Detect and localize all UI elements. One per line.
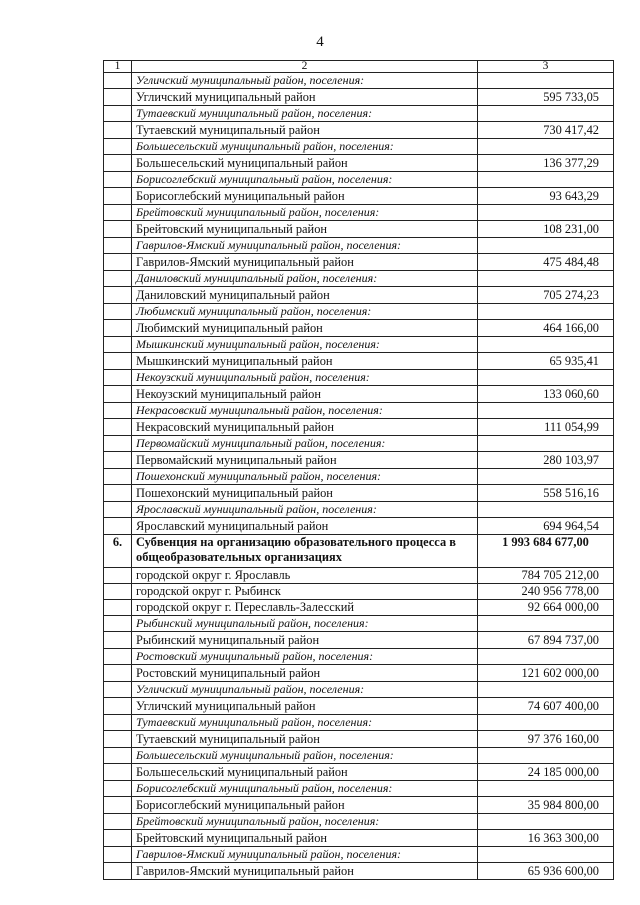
group-header-row: [104, 238, 614, 254]
row-number-cell: [104, 337, 132, 353]
name-cell: Субвенция на организацию образовательного процесса в общеобразовательных организациях: [132, 535, 478, 568]
table-row: [104, 386, 614, 403]
row-number-cell: 6.: [104, 535, 132, 568]
name-cell: городской округ г. Ярославль: [132, 568, 478, 584]
amount-cell: [478, 502, 614, 518]
amount-cell: [478, 271, 614, 287]
amount-cell: 93 643,29: [478, 188, 614, 205]
row-number-cell: [104, 469, 132, 485]
row-number-cell: [104, 386, 132, 403]
row-number-cell: [104, 139, 132, 155]
table-row: [104, 863, 614, 880]
row-number-cell: [104, 485, 132, 502]
group-name-cell: Брейтовский муниципальный район, поселения:: [132, 814, 478, 830]
amount-cell: 111 054,99: [478, 419, 614, 436]
group-name-cell: Рыбинский муниципальный район, поселения:: [132, 616, 478, 632]
amount-cell: [478, 205, 614, 221]
row-number-cell: [104, 584, 132, 600]
row-number-cell: [104, 814, 132, 830]
group-header-row: [104, 469, 614, 485]
table-row: [104, 600, 614, 616]
row-number-cell: [104, 353, 132, 370]
table-row: [104, 419, 614, 436]
amount-cell: [478, 106, 614, 122]
table-row: [104, 764, 614, 781]
group-name-cell: Некоузский муниципальный район, поселения:: [132, 370, 478, 386]
amount-cell: 464 166,00: [478, 320, 614, 337]
group-name-cell: Брейтовский муниципальный район, поселения:: [132, 205, 478, 221]
row-number-cell: [104, 518, 132, 535]
group-name-cell: Тутаевский муниципальный район, поселения:: [132, 715, 478, 731]
group-header-row: [104, 781, 614, 797]
group-header-row: [104, 649, 614, 665]
row-number-cell: [104, 419, 132, 436]
row-number-cell: [104, 271, 132, 287]
name-cell: Борисоглебский муниципальный район: [132, 188, 478, 205]
amount-cell: [478, 748, 614, 764]
row-number-cell: [104, 649, 132, 665]
name-cell: Некоузский муниципальный район: [132, 386, 478, 403]
group-name-cell: Любимский муниципальный район, поселения:: [132, 304, 478, 320]
amount-cell: [478, 337, 614, 353]
table-row: [104, 632, 614, 649]
table-row: [104, 89, 614, 106]
amount-cell: [478, 682, 614, 698]
group-name-cell: Тутаевский муниципальный район, поселения:: [132, 106, 478, 122]
row-number-cell: [104, 764, 132, 781]
name-cell: городской округ г. Переславль-Залесский: [132, 600, 478, 616]
table-row: [104, 797, 614, 814]
group-header-row: [104, 814, 614, 830]
group-name-cell: Первомайский муниципальный район, поселения:: [132, 436, 478, 452]
group-header-row: [104, 271, 614, 287]
row-number-cell: [104, 665, 132, 682]
group-header-row: [104, 139, 614, 155]
group-name-cell: Гаврилов-Ямский муниципальный район, поселения:: [132, 847, 478, 863]
group-name-cell: Пошехонский муниципальный район, поселения:: [132, 469, 478, 485]
table-row: [104, 254, 614, 271]
amount-cell: 280 103,97: [478, 452, 614, 469]
header-col-1: 1: [104, 61, 132, 73]
row-number-cell: [104, 436, 132, 452]
name-cell: Большесельский муниципальный район: [132, 155, 478, 172]
name-cell: Некрасовский муниципальный район: [132, 419, 478, 436]
row-number-cell: [104, 238, 132, 254]
amount-cell: [478, 73, 614, 89]
amount-cell: [478, 238, 614, 254]
amount-cell: 730 417,42: [478, 122, 614, 139]
name-cell: Рыбинский муниципальный район: [132, 632, 478, 649]
row-number-cell: [104, 73, 132, 89]
group-name-cell: Гаврилов-Ямский муниципальный район, поселения:: [132, 238, 478, 254]
amount-cell: [478, 370, 614, 386]
table-row: [104, 518, 614, 535]
group-name-cell: Угличский муниципальный район, поселения:: [132, 682, 478, 698]
amount-cell: 694 964,54: [478, 518, 614, 535]
amount-cell: [478, 172, 614, 188]
group-header-row: [104, 847, 614, 863]
row-number-cell: [104, 830, 132, 847]
name-cell: Тутаевский муниципальный район: [132, 731, 478, 748]
row-number-cell: [104, 221, 132, 238]
group-name-cell: Борисоглебский муниципальный район, поселения:: [132, 781, 478, 797]
table-row: [104, 485, 614, 502]
amount-cell: [478, 715, 614, 731]
name-cell: Брейтовский муниципальный район: [132, 221, 478, 238]
row-number-cell: [104, 698, 132, 715]
amount-cell: [478, 469, 614, 485]
amount-cell: 16 363 300,00: [478, 830, 614, 847]
group-header-row: [104, 370, 614, 386]
group-header-row: [104, 502, 614, 518]
name-cell: Борисоглебский муниципальный район: [132, 797, 478, 814]
table-row: [104, 188, 614, 205]
amount-cell: 97 376 160,00: [478, 731, 614, 748]
group-name-cell: Большесельский муниципальный район, поселения:: [132, 748, 478, 764]
budget-table: [103, 60, 614, 880]
group-header-row: [104, 106, 614, 122]
row-number-cell: [104, 568, 132, 584]
row-number-cell: [104, 89, 132, 106]
row-number-cell: [104, 715, 132, 731]
row-number-cell: [104, 205, 132, 221]
row-number-cell: [104, 304, 132, 320]
name-cell: Пошехонский муниципальный район: [132, 485, 478, 502]
row-number-cell: [104, 122, 132, 139]
row-number-cell: [104, 172, 132, 188]
name-cell: Мышкинский муниципальный район: [132, 353, 478, 370]
table-row: [104, 665, 614, 682]
table-row: [104, 287, 614, 304]
amount-cell: [478, 304, 614, 320]
group-name-cell: Даниловский муниципальный район, поселения:: [132, 271, 478, 287]
amount-cell: [478, 847, 614, 863]
amount-cell: 595 733,05: [478, 89, 614, 106]
group-header-row: [104, 436, 614, 452]
group-header-row: [104, 337, 614, 353]
row-number-cell: [104, 632, 132, 649]
row-number-cell: [104, 797, 132, 814]
amount-cell: 475 484,48: [478, 254, 614, 271]
group-header-row: [104, 205, 614, 221]
name-cell: Гаврилов-Ямский муниципальный район: [132, 254, 478, 271]
row-number-cell: [104, 748, 132, 764]
amount-cell: 784 705 212,00: [478, 568, 614, 584]
row-number-cell: [104, 370, 132, 386]
row-number-cell: [104, 155, 132, 172]
section-row: [104, 535, 614, 568]
amount-cell: 133 060,60: [478, 386, 614, 403]
name-cell: Ярославский муниципальный район: [132, 518, 478, 535]
budget-table-body: [104, 61, 614, 880]
name-cell: Первомайский муниципальный район: [132, 452, 478, 469]
amount-cell: 24 185 000,00: [478, 764, 614, 781]
amount-cell: [478, 814, 614, 830]
amount-cell: [478, 649, 614, 665]
page-number: 4: [316, 34, 324, 50]
group-header-row: [104, 715, 614, 731]
table-header-row: [104, 61, 614, 73]
group-header-row: [104, 304, 614, 320]
group-header-row: [104, 73, 614, 89]
row-number-cell: [104, 781, 132, 797]
amount-cell: 558 516,16: [478, 485, 614, 502]
name-cell: Брейтовский муниципальный район: [132, 830, 478, 847]
row-number-cell: [104, 863, 132, 880]
amount-cell: 705 274,23: [478, 287, 614, 304]
table-row: [104, 122, 614, 139]
amount-cell: 121 602 000,00: [478, 665, 614, 682]
group-header-row: [104, 403, 614, 419]
name-cell: городской округ г. Рыбинск: [132, 584, 478, 600]
amount-cell: 136 377,29: [478, 155, 614, 172]
name-cell: Угличский муниципальный район: [132, 698, 478, 715]
row-number-cell: [104, 106, 132, 122]
row-number-cell: [104, 452, 132, 469]
name-cell: Даниловский муниципальный район: [132, 287, 478, 304]
table-row: [104, 830, 614, 847]
name-cell: Гаврилов-Ямский муниципальный район: [132, 863, 478, 880]
group-header-row: [104, 682, 614, 698]
amount-cell: [478, 436, 614, 452]
amount-cell: 74 607 400,00: [478, 698, 614, 715]
row-number-cell: [104, 287, 132, 304]
name-cell: Большесельский муниципальный район: [132, 764, 478, 781]
amount-cell: [478, 139, 614, 155]
amount-cell: [478, 616, 614, 632]
group-name-cell: Мышкинский муниципальный район, поселения:: [132, 337, 478, 353]
name-cell: Тутаевский муниципальный район: [132, 122, 478, 139]
header-col-3: 3: [478, 61, 614, 73]
row-number-cell: [104, 320, 132, 337]
group-name-cell: Большесельский муниципальный район, поселения:: [132, 139, 478, 155]
amount-cell: 240 956 778,00: [478, 584, 614, 600]
table-row: [104, 320, 614, 337]
group-header-row: [104, 616, 614, 632]
amount-cell: 65 936 600,00: [478, 863, 614, 880]
table-row: [104, 155, 614, 172]
amount-cell: 92 664 000,00: [478, 600, 614, 616]
table-row: [104, 568, 614, 584]
row-number-cell: [104, 403, 132, 419]
row-number-cell: [104, 847, 132, 863]
group-name-cell: Борисоглебский муниципальный район, поселения:: [132, 172, 478, 188]
group-header-row: [104, 172, 614, 188]
amount-cell: 65 935,41: [478, 353, 614, 370]
table-row: [104, 584, 614, 600]
row-number-cell: [104, 502, 132, 518]
row-number-cell: [104, 600, 132, 616]
group-name-cell: Некрасовский муниципальный район, поселения:: [132, 403, 478, 419]
row-number-cell: [104, 616, 132, 632]
name-cell: Ростовский муниципальный район: [132, 665, 478, 682]
name-cell: Угличский муниципальный район: [132, 89, 478, 106]
group-name-cell: Ростовский муниципальный район, поселения:: [132, 649, 478, 665]
group-name-cell: Ярославский муниципальный район, поселения:: [132, 502, 478, 518]
row-number-cell: [104, 188, 132, 205]
amount-cell: [478, 781, 614, 797]
amount-cell: 35 984 800,00: [478, 797, 614, 814]
amount-cell: [478, 403, 614, 419]
amount-cell: 67 894 737,00: [478, 632, 614, 649]
amount-cell: 108 231,00: [478, 221, 614, 238]
row-number-cell: [104, 731, 132, 748]
table-row: [104, 731, 614, 748]
row-number-cell: [104, 254, 132, 271]
table-row: [104, 353, 614, 370]
table-row: [104, 221, 614, 238]
group-header-row: [104, 748, 614, 764]
name-cell: Любимский муниципальный район: [132, 320, 478, 337]
header-col-2: 2: [132, 61, 478, 73]
table-row: [104, 698, 614, 715]
table-row: [104, 452, 614, 469]
amount-cell: 1 993 684 677,00: [478, 535, 614, 568]
group-name-cell: Угличский муниципальный район, поселения:: [132, 73, 478, 89]
row-number-cell: [104, 682, 132, 698]
